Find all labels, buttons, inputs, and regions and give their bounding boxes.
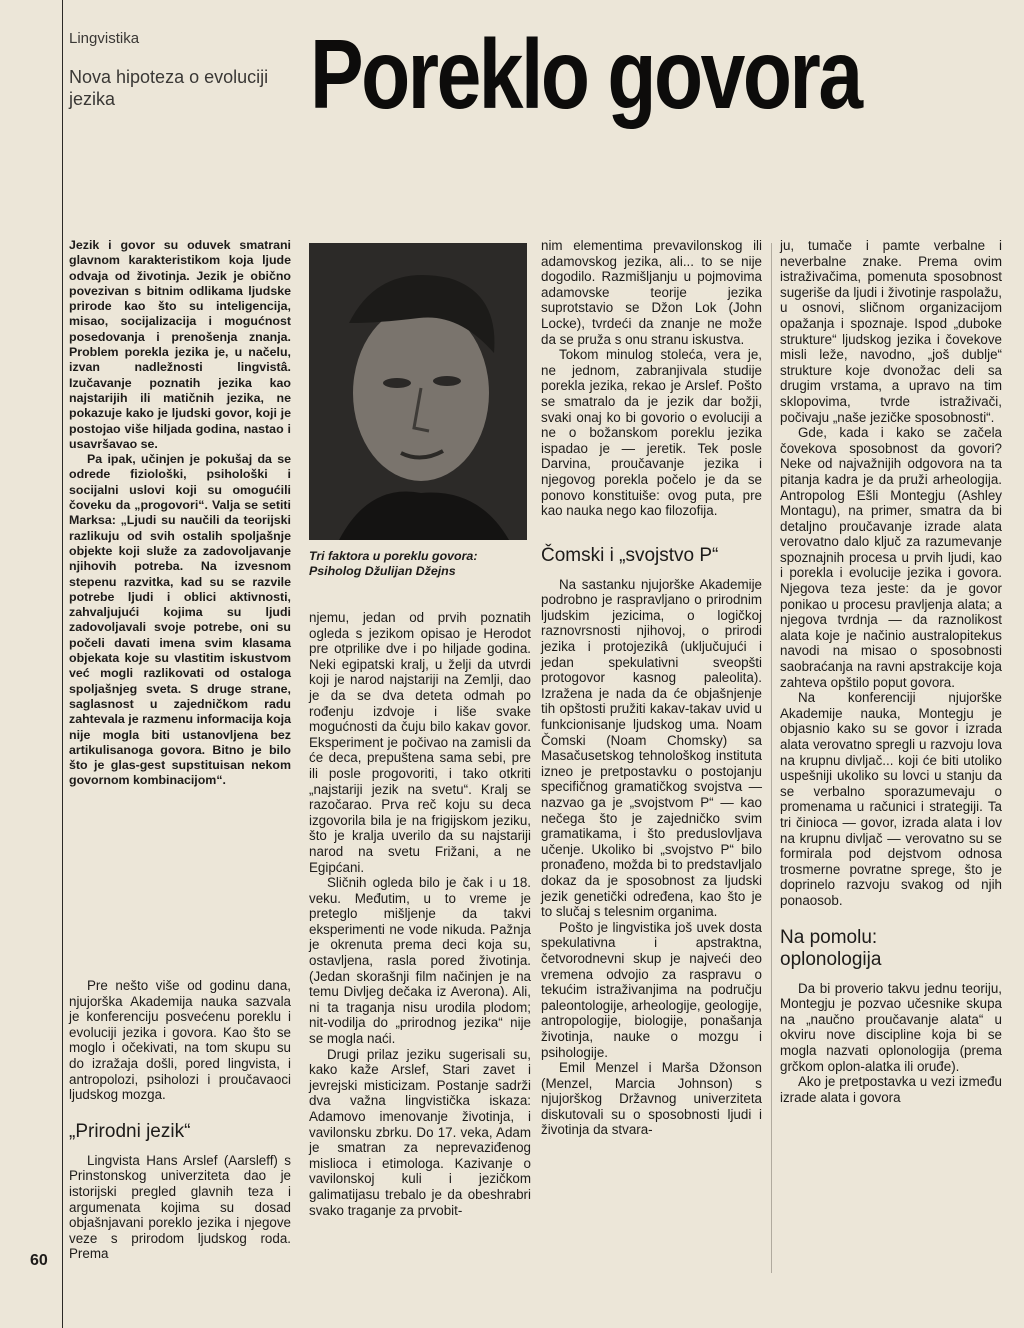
col4-paragraph-1: ju, tumače i pamte verbalne i neverbalne znake. Prema ovim istraživačima, pomenuta sposobnost sugeriše da ljudi i životinje raspolažu, u osnovi, sličnom organizacijom opažanja i spoznaje. Ispod „duboke strukture“ ljudskog jezika i čovekove misli leže, navodno, „još dublje“ strukture koje dvonožac deli sa drugim vrstama, a upravo na tim sklopovima, tvrde istraživači, počivaju „naše jezičke sposobnosti“. [780,238,1002,425]
photo-caption: Tri faktora u poreklu govora: Psiholog Džulijan Džejns [309,549,478,578]
col4-paragraph-5: Ako je pretpostavka u vezi između izrade alata i govora [780,1074,1002,1105]
section-label: Lingvistika [69,30,140,47]
article-headline: Poreklo govora [310,19,861,129]
column-divider [771,243,772,1273]
subheading-chomsky: Čomski i „svojstvo P“ [541,544,719,566]
col3-paragraph-4: Pošto je lingvistika još uvek dosta spekulativna i apstraktna, četvorodnevni skup je najveći deo vremena odvojio za raspravu o tekućim istraživanjima na području paleontologije, arheologije, geologije, antropologije, biologije, ponašanja životinja, nauke o mozgu i psihologije. [541,919,762,1060]
col4-paragraph-3: Na konferenciji njujorške Akademije nauka, Montegju je objasnio kako su se govor i izrada alata verovatno spregli u razvoju lova na krupnu divljač... koji će biti utoliko uspešniji ukoliko su lovci u stanju da se verbalno sporazumevaju o promenama u računici i strategiji. Ta tri činioca — govor, izrada alata i lov na krupnu divljač — verovatno su se formirala pod dejstvom odnosa trosmerne povratne sprege, što je doprinelo razvoju svakog od njih ponaosob. [780,690,1002,908]
column-4 [780,238,1002,1105]
col4-paragraph-2: Gde, kada i kako se začela čovekova sposobnost da govori? Neke od najvažnijih odgovora na ta pitanja kadra je da pruži arheologija. Antropolog Ešli Montegju (Ashley Montagu), na primer, smatra da bi detaljno proučavanje izrade alata verovatno dalo ključ za razumevanje spoznajnih procesa u prvih ljudi, kao i porekla i evolucije jezika i govora. Njegova teza jeste: da je govor ponikao u procesu pravljenja alata; a njegova tvrdnja — da raznolikost alata koje je načinio australopitekus navodi na misao o sposobnosti saobraćanja na ravni apstrakcije koja zahteva opštilo poput govora. [780,425,1002,690]
col1-paragraph-1: Pre nešto više od godinu dana, njujorška Akademija nauka sazvala je konferenciju posvećenu poreklu i evoluciji jezika i govora. Kao što se moglo i očekivati, na tom skupu su do izražaja došli, pored lingvista, i antropolozi, psiholozi i proučavaoci ljudskog mozga. [69,978,291,1103]
portrait-photo [309,243,527,540]
col3-paragraph-1: nim elementima prevavilonskog ili adamovskog jezika, ali... to se nije dogodilo. Razmišljanju u pojmovima adamovske teorije jezika suprotstavio se Džon Lok (John Locke), tvrdeći da znanje ne može da se pruža s onu stranu iskustva. [541,238,762,347]
subheading-oplonologija: Na pomolu: oplonologija [780,926,882,970]
col2-paragraph-3: Drugi prilaz jeziku sugerisali su, kako kaže Arslef, Stari zavet i jevrejski misticizam. Postanje sadrži dva važna lingvistička iskaza: Adamovo imenovanje životinja, i vavilonsku zbrku. Do 17. veka, Adam je smatran za neprevaziđenog mislioca i etimologa. Kazivanje o vavilonskoj kuli i jezičkom galimatijasu trebalo je da obeshrabri svako traganje za prvobit- [309,1046,531,1218]
col3-paragraph-5: Emil Menzel i Marša Džonson (Menzel, Marcia Johnson) s njujorškog Državnog univerziteta diskutovali su o sposobnosti ljudi i životinja da stvara- [541,1060,762,1138]
col3-paragraph-2: Tokom minulog stoleća, vera je, ne jednom, zabranjivala studije porekla jezika, rekao je Arslef. Pošto se smatralo da je jezik dar božji, svaki onaj ko bi govorio o evoluciji a ne o božanskom poreklu jezika ispadao je — jeretik. Tek posle Darvina, proučavanje jezika i njegovog porekla počelo je da se ponovo konstituiše: ovog puta, pre kao nauka nego kao filozofija. [541,347,762,519]
column-2 [309,610,531,1218]
lead-paragraph-2: Pa ipak, učinjen je pokušaj da se odrede fiziološki, psihološki i socijalni uslovi koji su omogućili čoveku da „progovori“. Valja se setiti Marksa: „Ljudi su naučili da teorijski razlikuju od svih ostalih spoljašnje objekte koji služe za zadovoljavanje njihovih potreba. Na izvesnom stepenu razvitka, kad su se razvile potrebe ljudi i oblici aktivnosti, zahvaljujući kojima su ljudi zadovoljavali svoje potrebe, oni su počeli davati imena svim klasama objekata koje su vlastitim iskustvom već mogli razlikovati od ostaloga spoljašnjeg sveta. S druge strane, saglasnost u zajedničkom radu zahtevala je razmenu informacija koja nije mogla biti ustanovljena bez artikulisanoga govora. Bitno je bilo što je glas-gest supstituisan nekom govornom kombinacijom“. [69,452,291,788]
page-number: 60 [30,1252,48,1269]
lead-column [69,238,291,789]
col2-paragraph-1: njemu, jedan od prvih poznatih ogleda s jezikom opisao je Herodot pre otprilike dve i po hiljade godina. Neki egipatski kralj, u želji da utvrdi koji je narod najstariji na Zemlji, dao je da se dva deteta odmah po rođenju izdvoje i liše svake mogućnosti da čuju bilo kakav govor. Eksperiment je počivao na zamisli da će deca, prepuštena sama sebi, pre ili posle progovoriti, i tako otkriti „najstariji jezik na svetu“. Kralj se razočarao. Prva reč koju su deca izgovorila bila je na frigijskom jeziku, što je kralja uverilo da su najstariji narod na svetu Frižani, a ne Egipćani. [309,610,531,875]
column-3 [541,238,762,1138]
col3-paragraph-3: Na sastanku njujorške Akademije podrobno je raspravljano o prirodnim ljudskim jezicima, o logičkoj raznovrsnosti njihovoj, o prirodi jezika i protojezikâ (uključujući i jedan spekulativni sveopšti protogovor kasnog paleolita). Izražena je nada da će objašnjenje tih opštosti pružiti kakav-takav uvid u funkcionisanje ljudskog uma. Noam Čomski (Noam Chomsky) sa Masačusetskog tehnološkog instituta izneo je pretpostavku o postojanju specifičnog gramatičkog svojstva — nazvao ga je „svojstvom P“ — kao nečega što je zajedničko svim gramatikama, i što preduslovljava učenje. Ukoliko bi „svojstvo P“ bilo pronađeno, možda bi to predstavljalo dokaz da je sposobnost za ljudski jezik genetički određena, kao što je to slučaj s telesnim organima. [541,576,762,920]
column-1-bottom [69,978,291,1262]
left-margin-rule [62,0,63,1328]
subheading-prirodni-jezik: „Prirodni jezik“ [69,1120,191,1142]
article-subtitle: Nova hipoteza o evoluciji jezika [69,67,269,109]
col4-paragraph-4: Da bi proverio takvu jednu teoriju, Montegju je pozvao učesnike skupa na „naučno proučavanje alata“ u okviru nove discipline koja bi se mogla nazvati oplonologija (prema grčkom oplon-alatka ili oruđe). [780,980,1002,1074]
lead-paragraph-1: Jezik i govor su oduvek smatrani glavnom karakteristikom koja ljude odvaja od životinja. Jezik je obično povezivan s bitnim odlikama ljudske prirode kao što su inteligencija, misao, socijalizacija i mogućnost posedovanja i prenošenja znanja. Problem porekla jezika je, u načelu, izvan nadležnosti lingvistâ. Izučavanje poznatih jezika kao najstarijih ili matičnih jezika, ne pokazuje kako je ljudski govor, koji je postojao više hiljada godina, nastao i usavršavao se. [69,238,291,451]
col1-paragraph-2: Lingvista Hans Arslef (Aarsleff) s Prinstonskog univerziteta dao je istorijski pregled glavnih teza i argumenata kojima su dosad objašnjavani poreklo jezika i njegove veze s prirodom ljudskog roda. Prema [69,1152,291,1262]
col2-paragraph-2: Sličnih ogleda bilo je čak i u 18. veku. Međutim, u to vreme je preteglo mišljenje da takvi eksperimenti ne vode nikuda. Pažnja je okrenuta prema deci koja su, ostavljena, rasla pored životinja. (Jedan skorašnji film načinjen je na temu Divljeg dečaka iz Averona). Ali, ni ta traganja nisu urodila plodom; nit-vodilja do „prirodnog jezika“ nije se mogla naći. [309,875,531,1047]
portrait-illustration [309,243,527,540]
